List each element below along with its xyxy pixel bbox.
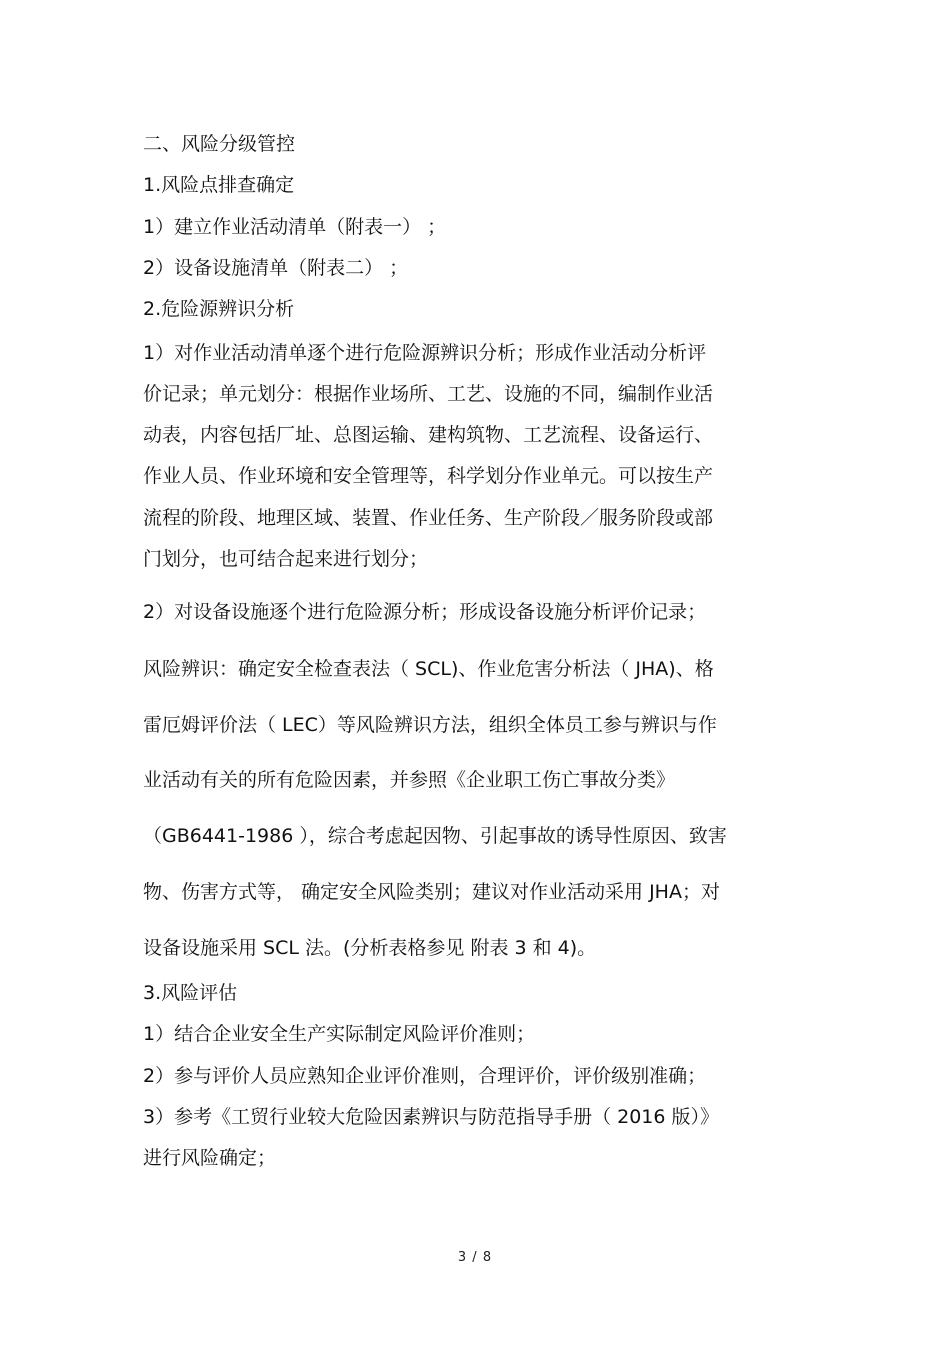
paragraph-line: 进行风险确定； xyxy=(143,1147,277,1169)
subsection-heading: 3.风险评估 xyxy=(143,982,238,1004)
page-number: 3 / 8 xyxy=(457,1250,493,1265)
paragraph-line: 价记录；单元划分：根据作业场所、工艺、设施的不同，编制作业活 xyxy=(143,383,714,405)
paragraph-line: 作业人员、作业环境和安全管理等，科学划分作业单元。可以按生产 xyxy=(143,465,714,487)
list-item: 2）参与评价人员应熟知企业评价准则，合理评价，评价级别准确； xyxy=(143,1065,707,1087)
paragraph-line: 1）对作业活动清单逐个进行危险源辨识分析；形成作业活动分析评 xyxy=(143,342,707,364)
paragraph-line: 流程的阶段、地理区域、装置、作业任务、生产阶段／服务阶段或部 xyxy=(143,507,714,529)
subsection-heading: 1.风险点排查确定 xyxy=(143,174,295,196)
paragraph-line: 物、伤害方式等， 确定安全风险类别；建议对作业活动采用 JHA；对 xyxy=(143,881,720,903)
paragraph-line: 雷厄姆评价法（ LEC）等风险辨识方法，组织全体员工参与辨识与作 xyxy=(143,714,717,736)
list-item: 2）设备设施清单（附表二） ； xyxy=(143,257,409,279)
list-item: 3）参考《工贸行业较大危险因素辨识与防范指导手册（ 2016 版）》 xyxy=(143,1106,720,1128)
list-item: 1）建立作业活动清单（附表一） ； xyxy=(143,216,447,238)
paragraph-line: 设备设施采用 SCL 法。(分析表格参见 附表 3 和 4)。 xyxy=(143,937,597,959)
paragraph-line: 门划分，也可结合起来进行划分； xyxy=(143,548,429,570)
subsection-heading: 2.危险源辨识分析 xyxy=(143,298,295,320)
paragraph-line: 2）对设备设施逐个进行危险源分析；形成设备设施分析评价记录； xyxy=(143,601,707,623)
paragraph-line: （GB6441-1986 ），综合考虑起因物、引起事故的诱导性原因、致害 xyxy=(143,825,727,847)
paragraph-line: 业活动有关的所有危险因素，并参照《企业职工伤亡事故分类》 xyxy=(143,769,676,791)
list-item: 1）结合企业安全生产实际制定风险评价准则； xyxy=(143,1023,536,1045)
paragraph-line: 动表，内容包括厂址、总图运输、建构筑物、工艺流程、设备运行、 xyxy=(143,424,714,446)
section-heading: 二、风险分级管控 xyxy=(143,133,296,155)
paragraph-line: 风险辨识：确定安全检查表法（ SCL)、作业危害分析法（ JHA)、格 xyxy=(143,658,714,680)
